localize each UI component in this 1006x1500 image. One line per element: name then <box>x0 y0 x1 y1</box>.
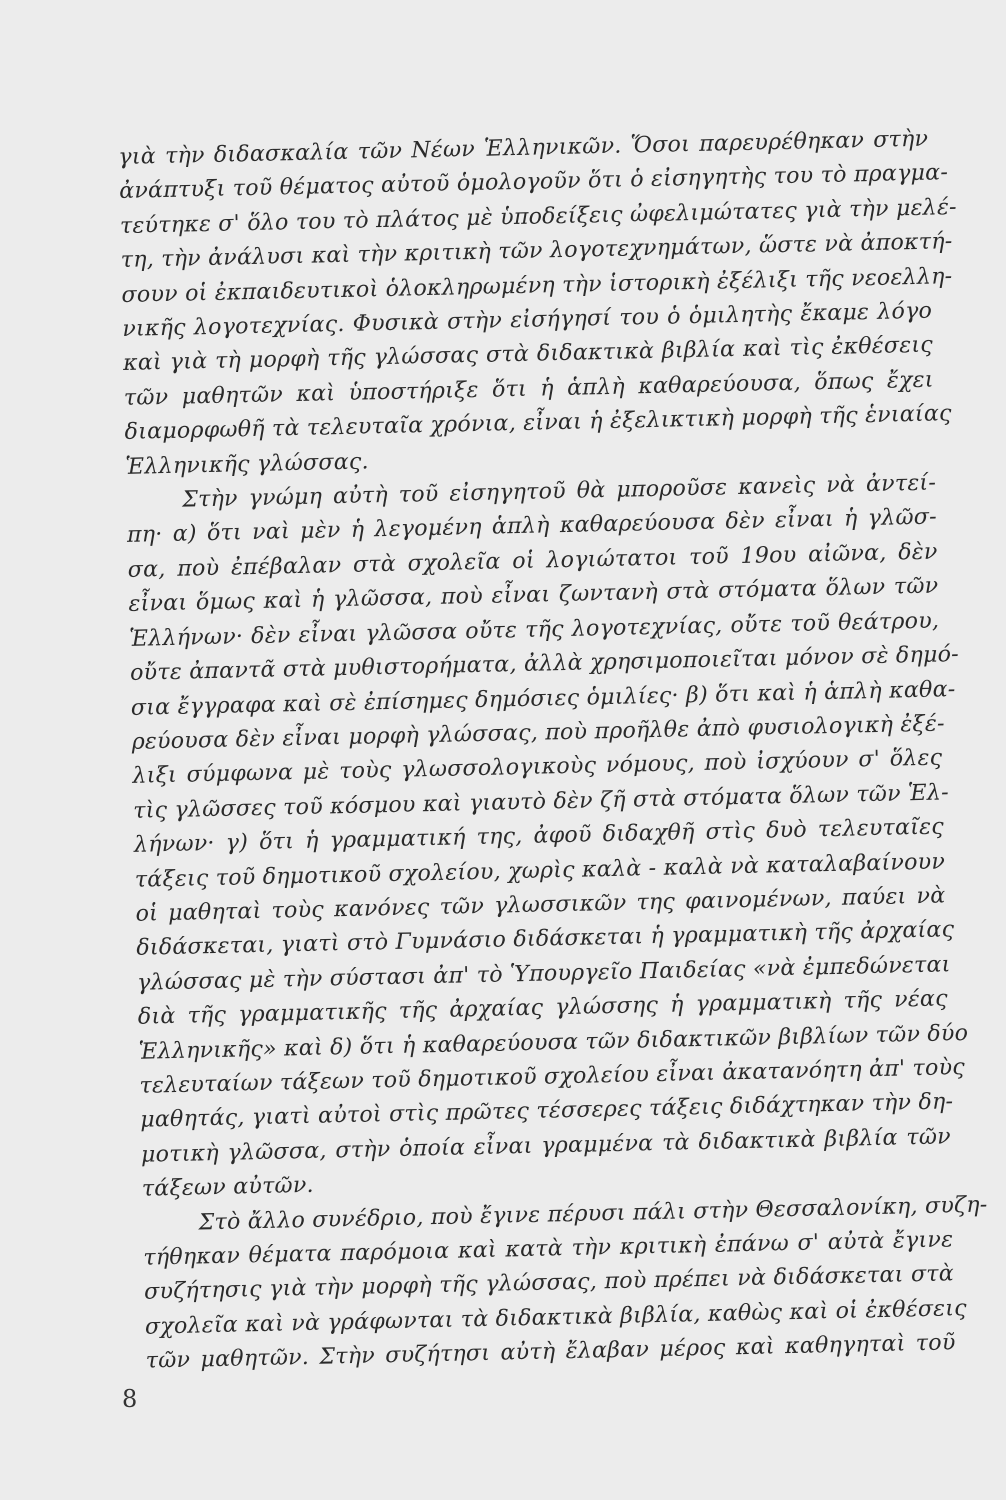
text-line: σα, ποὺ ἐπέβαλαν στὰ σχολεῖα οἱ λογιώτατοι τοῦ 19ου αἰῶνα, δὲν <box>127 538 938 583</box>
text-line: Ἑλληνικῆς γλώσσας. <box>125 448 370 480</box>
text-line: πη· α) ὅτι ναὶ μὲν ἡ λεγομένη ἁπλὴ καθαρεύουσα δὲν εἶναι ἡ γλῶσ- <box>126 503 938 549</box>
body-text <box>118 122 988 1379</box>
text-line: μαθητάς, γιατὶ αὐτοὶ στὶς πρῶτες τέσσερες τάξεις διδάχτηκαν τὴν δη- <box>139 1088 954 1134</box>
text-line: Ἑλλήνων· δὲν εἶναι γλῶσσα οὔτε τῆς λογοτεχνίας, οὔτε τοῦ θεάτρου, <box>129 607 940 652</box>
text-line: διαμορφωθῆ τὰ τελευταῖα χρόνια, εἶναι ἡ ἐξελικτικὴ μορφὴ τῆς ἑνιαίας <box>124 400 952 446</box>
text-line: ἀνάπτυξι τοῦ θέματος αὐτοῦ ὁμολογοῦν ὅτι ὁ εἰσηγητὴς του τὸ πραγμα- <box>118 159 949 205</box>
text-line: τεύτηκε σ' ὅλο του τὸ πλάτος μὲ ὑποδείξεις ὠφελιμώτατες γιὰ τὴν μελέ- <box>119 193 958 239</box>
text-line: Στὴν γνώμη αὐτὴ τοῦ εἰσηγητοῦ θὰ μποροῦσε κανεὶς νὰ ἀντεί- <box>181 469 937 513</box>
text-line: εἶναι ὅμως καὶ ἡ γλῶσσα, ποὺ εἶναι ζωντανὴ στὰ στόματα ὅλων τῶν <box>128 572 939 618</box>
text-line: νικῆς λογοτεχνίας. Φυσικὰ στὴν εἰσήγησί του ὁ ὁμιλητὴς ἔκαμε λόγο <box>121 297 933 342</box>
text-line: οὔτε ἀπαντᾶ στὰ μυθιστορήματα, ἀλλὰ χρησιμοποιεῖται μόνον σὲ δημό- <box>129 641 960 686</box>
text-line: σχολεῖα καὶ νὰ γράφωνται τὰ διδακτικὰ βιβλία, καθὼς καὶ οἱ ἐκθέσεις <box>144 1294 968 1340</box>
text-line: λιξι σύμφωνα μὲ τοὺς γλωσσολογικοὺς νόμους, ποὺ ἰσχύουν σ' ὅλες <box>132 744 943 790</box>
text-line: σουν οἱ ἐκπαιδευτικοὶ ὁλοκληρωμένη τὴν ἱστορικὴ ἐξέλιξι τῆς νεοελλη- <box>121 262 953 308</box>
text-line: μοτικὴ γλῶσσα, στὴν ὁποία εἶναι γραμμένα τὰ διδακτικὰ βιβλία τῶν <box>140 1123 952 1168</box>
text-line: τη, τὴν ἀνάλυσι καὶ τὴν κριτικὴ τῶν λογοτεχνημάτων, ὥστε νὰ ἀποκτή- <box>120 228 953 274</box>
text-line: τὶς γλῶσσες τοῦ κόσμου καὶ γιαυτὸ δὲν ζῆ στὰ στόματα ὅλων τῶν Ἑλ- <box>132 779 950 824</box>
text-line: τελευταίων τάξεων τοῦ δημοτικοῦ σχολείου εἶναι ἀκατανόητη ἀπ' τοὺς <box>139 1053 966 1099</box>
text-line: τήθηκαν θέματα παρόμοια καὶ κατὰ τὴν κριτικὴ ἐπάνω σ' αὐτὰ ἔγινε <box>143 1226 954 1271</box>
text-line: ρεύουσα δὲν εἶναι μορφὴ γλώσσας, ποὺ προῆλθε ἀπὸ φυσιολογικὴ ἐξέ- <box>131 710 945 755</box>
text-line: γιὰ τὴν διδασκαλία τῶν Νέων Ἑλληνικῶν. Ὅσοι παρευρέθηκαν στὴν <box>118 125 929 170</box>
text-line: Στὸ ἄλλο συνέδριο, ποὺ ἔγινε πέρυσι πάλι στὴν Θεσσαλονίκη, συζη- <box>198 1191 988 1236</box>
text-line: λήνων· γ) ὅτι ἡ γραμματική της, ἀφοῦ διδαχθῆ στὶς δυὸ τελευταῖες <box>133 813 945 858</box>
text-line: τῶν μαθητῶν καὶ ὑποστήριξε ὅτι ἡ ἁπλὴ καθαρεύουσα, ὅπως ἔχει <box>123 366 934 411</box>
text-line: διὰ τῆς γραμματικῆς τῆς ἀρχαίας γλώσσης ἡ γραμματικὴ τῆς νέας <box>137 985 948 1030</box>
text-line: συζήτησις γιὰ τὴν μορφὴ τῆς γλώσσας, ποὺ πρέπει νὰ διδάσκεται στὰ <box>143 1260 955 1306</box>
text-line: τάξεων αὐτῶν. <box>141 1172 315 1202</box>
text-line: τῶν μαθητῶν. Στὴν συζήτησι αὐτὴ ἔλαβαν μέρος καὶ καθηγηταὶ τοῦ <box>145 1329 956 1374</box>
text-line: διδάσκεται, γιατὶ στὸ Γυμνάσιο διδάσκεται ἡ γραμματικὴ τῆς ἀρχαίας <box>136 916 955 962</box>
text-line: τάξεις τοῦ δημοτικοῦ σχολείου, χωρὶς καλὰ - καλὰ νὰ καταλαβαίνουν <box>134 847 946 893</box>
text-line: Ἑλληνικῆς» καὶ δ) ὅτι ἡ καθαρεύουσα τῶν διδακτικῶν βιβλίων τῶν δύο <box>138 1019 969 1065</box>
text-line: γλώσσας μὲ τὴν σύστασι ἀπ' τὸ Ὑπουργεῖο Παιδείας «νὰ ἐμπεδώνεται <box>136 951 951 996</box>
text-line: σια ἔγγραφα καὶ σὲ ἐπίσημες δημόσιες ὁμιλίες· β) ὅτι καὶ ἡ ἁπλὴ καθα- <box>130 675 956 721</box>
page-number: 8 <box>122 1385 138 1413</box>
text-line: οἱ μαθηταὶ τοὺς κανόνες τῶν γλωσσικῶν της φαινομένων, παύει νὰ <box>135 882 946 927</box>
text-line: καὶ γιὰ τὴ μορφὴ τῆς γλώσσας στὰ διδακτικὰ βιβλία καὶ τὶς ἐκθέσεις <box>122 332 934 377</box>
